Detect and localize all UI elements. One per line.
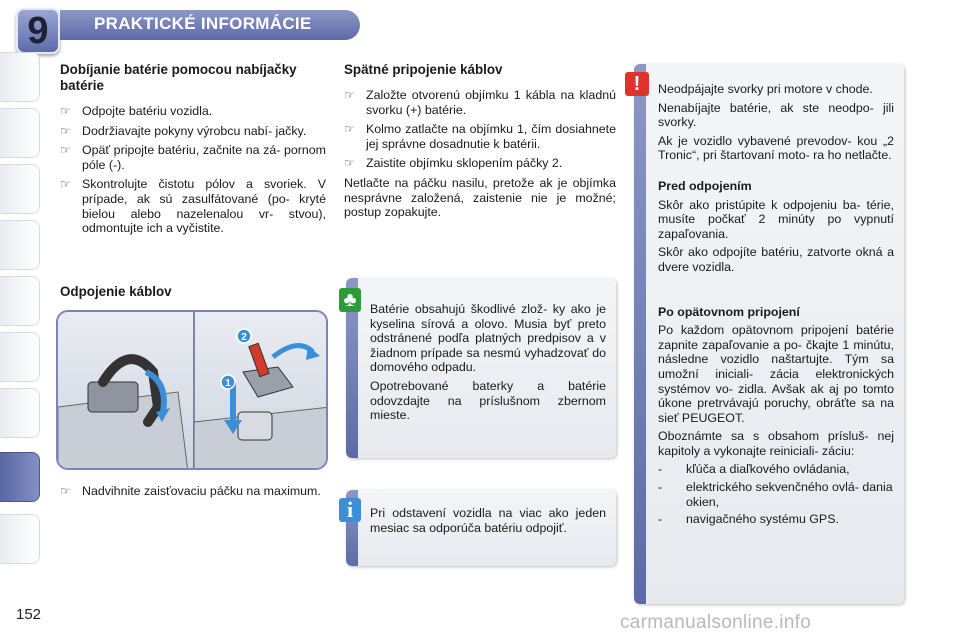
chapter-badge (16, 8, 60, 54)
list-item: ☞ Dodržiavajte pokyny výrobcu nabí- jačky. (60, 123, 307, 138)
warning-icon: ! (625, 72, 649, 96)
paragraph: Neodpájajte svorky pri motore v chode. (658, 82, 873, 96)
paragraph: Po každom opätovnom pripojení batérie zapnite zapaľovanie a po- čkajte 1 minútu, následne vozidlo naštartujte. Tým sa umožní iniciali- zácia elektronických systémov vo- zidla. Avšak ak aj po tomto úkone pretrvávajú poruchy, obráťte sa na sieť PEUGEOT. (658, 323, 894, 425)
left-column-2 (60, 284, 326, 310)
list-item: ☞ Odpojte batériu vozidla. (60, 104, 213, 118)
side-tab[interactable] (0, 108, 40, 158)
battery-illustration (56, 310, 328, 470)
paragraph: Batérie obsahujú škodlivé zlož- ky ako je kyselina sírová a olovo. Musia byť preto odstránené podľa platných predpisov a v žiadnom prípade sa nesmú vyhadzovať do domového odpadu. (370, 302, 606, 375)
list-item: - elektrického sekvenčného ovlá- dania okien, (658, 480, 894, 509)
pointing-hand-icon: ☞ (60, 143, 71, 158)
side-tab[interactable] (0, 332, 40, 382)
paragraph: Opotrebované baterky a batérie odovzdajte na príslušnom zbernom mieste. (370, 378, 606, 423)
pointing-hand-icon: ☞ (60, 104, 71, 118)
section-heading: Dobíjanie batérie pomocou nabíjačky batérie (60, 62, 297, 93)
list-item: ☞ Kolmo zatlačte na objímku 1, čím dosiahnete jej správne dosadnutie k batérii. (344, 122, 616, 151)
page-title: PRAKTICKÉ INFORMÁCIE (94, 14, 312, 33)
info-note-box (346, 490, 616, 566)
middle-column (344, 62, 616, 220)
warning-box (634, 64, 904, 604)
paragraph: Nenabíjajte batérie, ak ste neodpo- jili svorky. (658, 100, 894, 130)
paragraph: Skôr ako pristúpite k odpojeniu ba- térie, musíte počkať 2 minúty po vypnutí zapaľovania. (658, 197, 894, 241)
side-tab[interactable] (0, 514, 40, 564)
list-item: ☞ Zaistite objímku sklopením páčky 2. (344, 156, 563, 171)
pointing-hand-icon: ☞ (60, 484, 71, 498)
paragraph: Skôr ako odpojíte batériu, zatvorte okná a dvere vozidla. (658, 245, 894, 274)
list-item: ☞ Skontrolujte čistotu pólov a svoriek. V prípade, ak sú zasulfátované (po- kryté bielou alebo nazelenalou vr- stvou), odmontujte ich a vyčistite. (60, 177, 326, 236)
info-icon: i (339, 498, 361, 522)
list-item: - kľúča a diaľkového ovládania, (658, 462, 894, 477)
pointing-hand-icon: ☞ (60, 177, 71, 192)
side-tabs (0, 52, 48, 582)
pointing-hand-icon: ☞ (344, 122, 355, 137)
pointing-hand-icon: ☞ (344, 156, 355, 171)
section-heading: Spätné pripojenie káblov (344, 62, 503, 77)
side-tab[interactable] (0, 276, 40, 326)
list-item: - navigačného systému GPS. (658, 512, 894, 527)
left-column-3 (60, 484, 326, 504)
left-column (60, 62, 326, 241)
bullet-list (344, 88, 616, 171)
paragraph: Pri odstavení vozidla na viac ako jeden mesiac sa odporúča batériu odpojiť. (370, 506, 606, 535)
box-content (370, 506, 606, 539)
list-item: ☞ Založte otvorenú objímku 1 kábla na kladnú svorku (+) batérie. (344, 88, 616, 117)
step-marker-2: 2 (241, 332, 247, 343)
tree-icon: ♣ (339, 288, 361, 312)
paragraph: Netlačte na páčku nasilu, pretože ak je objímka nesprávne založená, zaistenie nie je možné; postup zopakujte. (344, 175, 616, 220)
section-heading: Odpojenie káblov (60, 284, 172, 299)
watermark: carmanualsonline.info (620, 612, 812, 633)
bullet-list (60, 484, 326, 499)
box-content (370, 302, 606, 427)
paragraph: Ak je vozidlo vybavené prevodov- kou „2 Tronic“, pri štartovaní moto- ra ho netlačte. (658, 133, 894, 163)
side-tab[interactable] (0, 220, 40, 270)
box-content (658, 82, 894, 530)
paragraph: Oboznámte sa s obsahom prísluš- nej kapitoly a vykonajte reiniciali- záciu: (658, 429, 894, 458)
side-tab[interactable] (0, 52, 40, 102)
step-marker-1: 1 (225, 378, 231, 389)
recycling-note-box (346, 278, 616, 458)
subheading: Po opätovnom pripojení (658, 304, 800, 319)
subheading: Pred odpojením (658, 178, 752, 193)
box-stripe (634, 64, 646, 604)
pointing-hand-icon: ☞ (344, 88, 355, 102)
battery-clamp-drawing (58, 312, 328, 470)
chapter-number: 9 (27, 10, 49, 52)
side-tab[interactable] (0, 388, 40, 438)
bullet-list (60, 104, 326, 236)
list-item: ☞ Nadvihnite zaisťovaciu páčku na maximum. (60, 484, 321, 498)
list-item: ☞ Opäť pripojte batériu, začnite na zá- pornom póle (-). (60, 143, 326, 172)
side-tab[interactable] (0, 164, 40, 214)
pointing-hand-icon: ☞ (60, 123, 71, 138)
side-tab-active[interactable] (0, 452, 40, 502)
page-number: 152 (16, 606, 42, 623)
dash-list (658, 462, 894, 526)
